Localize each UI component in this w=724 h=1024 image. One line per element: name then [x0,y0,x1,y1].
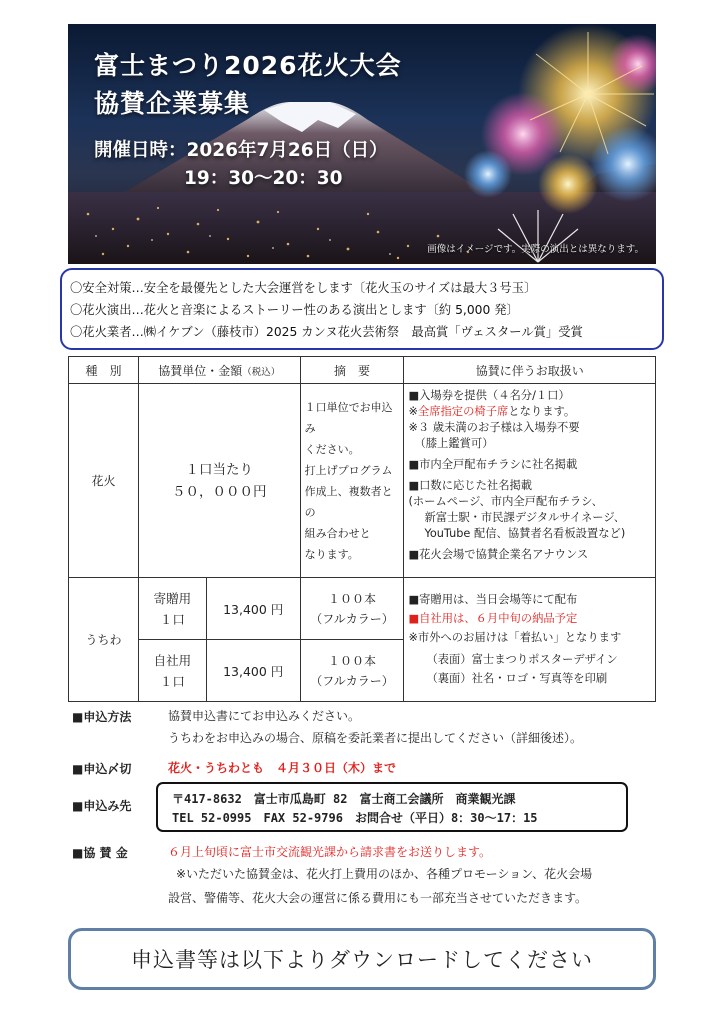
summary-line: 組み合わせと [304,526,371,540]
header-tax-note: （税込） [242,366,281,378]
benefit-line: （裏面）社名・ロゴ・写真等を印刷 [426,672,608,685]
table-row-hanabi [69,384,656,578]
hero-title-line2: 協賛企業募集 [94,89,251,118]
contact-box [156,782,628,832]
uchiwa-type-label: 寄贈用 [153,590,192,606]
highlight-performance: 〇花火演出…花火と音楽によるストーリー性のある演出とします〔約 5,000 発〕 [70,303,519,317]
event-date: 開催日時：2026年7月26日（日） [94,140,388,161]
fee-line1: ６月上旬頃に富士市交流観光課から請求書をお送りします。 [168,845,492,859]
uchiwa-price-own: 13,400 円 [206,640,300,702]
benefit-line: （膝上鑑賞可） [414,437,494,450]
benefit-prefix: ※ [408,405,418,418]
benefit-line: ■寄贈用は、当日会場等にて配布 [408,593,578,606]
uchiwa-type-donation [138,578,206,640]
benefit-line: ■市内全戸配布チラシに社名掲載 [408,458,578,471]
summary-line: １口単位でお申込み [304,400,393,435]
header-benefits: 協賛に伴うお取扱い [404,357,656,384]
deadline-value: 花火・うちわとも ４月３０日（木）まで [168,761,397,775]
table-header-row [69,357,656,384]
benefit-line: （表面）富士まつりポスターデザイン [426,653,618,666]
hanabi-unit [138,384,300,578]
header-category: 種 別 [69,357,139,384]
uchiwa-qty: １００本 [328,591,377,606]
uchiwa-color: （フルカラー） [310,673,394,688]
hanabi-summary [300,384,404,578]
category-uchiwa: うちわ [69,578,139,702]
benefit-line: ■自社用は、６月中旬の納品予定 [408,612,578,625]
benefit-line: (ホームページ、市内全戸配布チラシ、 [408,495,603,508]
benefit-line: ※３ 歳未満のお子様は入場券不要 [408,421,580,434]
deadline-label: ■申込〆切 [72,762,132,776]
benefit-line: 新富士駅・市民課デジタルサイネージ、 [424,511,626,524]
summary-line: 作成上、複数者との [304,484,393,519]
highlight-vendor: 〇花火業者…㈱イケブン（藤枝市）2025 カンヌ花火芸術祭 最高賞「ヴェスタール賞」受賞 [70,325,583,339]
download-banner[interactable]: 申込書等は以下よりダウンロードしてください [68,928,656,990]
benefit-line: ■花火会場で協賛企業名アナウンス [408,548,589,561]
method-label: ■申込方法 [72,710,132,724]
uchiwa-type-units: １口 [159,611,185,627]
benefit-highlight: 全席指定の椅子席 [417,405,509,418]
benefit-line: YouTube 配信、協賛者名看板設置など) [424,527,626,540]
hero-banner [68,24,656,264]
uchiwa-color: （フルカラー） [310,611,394,626]
uchiwa-qty: １００本 [328,653,377,668]
summary-line: なります。 [304,547,359,561]
benefit-line: ■口数に応じた社名掲載 [408,479,533,492]
benefit-line: ※市外へのお届けは「着払い」となります [408,631,622,644]
table-row-uchiwa-donation [69,578,656,640]
category-hanabi: 花火 [69,384,139,578]
summary-line: 打上げプログラム [304,463,393,477]
uchiwa-price-donation: 13,400 円 [206,578,300,640]
uchiwa-benefits [404,578,656,702]
header-summary: 摘 要 [300,357,404,384]
hanabi-unit-price: ５０，０００円 [172,483,267,500]
event-time: 19：30～20：30 [184,168,343,189]
hanabi-benefits [404,384,656,578]
contact-phone: TEL 52-0995 FAX 52-9796 お問合せ（平日）8：30～17：15 [172,811,538,825]
contact-label: ■申込み先 [72,799,132,813]
benefit-line: ■入場券を提供（４名分/１口） [408,389,570,402]
image-note: 画像はイメージです。実際の演出とは異なります。 [427,244,644,255]
highlight-safety: 〇安全対策…安全を最優先とした大会運営をします〔花火玉のサイズは最大３号玉〕 [70,281,537,295]
fee-line3: 設営、警備等、花火大会の運営に係る費用にも一部充当させていただきます。 [168,891,588,905]
uchiwa-type-units: １口 [159,673,185,689]
uchiwa-qty-own [300,640,404,702]
sponsor-table [68,356,656,702]
benefit-line [408,404,651,420]
benefit-suffix: となります。 [508,405,576,418]
header-unit-label: 協賛単位・金額 [158,363,243,378]
contact-address: 〒417-8632 富士市瓜島町 82 富士商工会議所 商業観光課 [172,792,516,806]
method-line2: うちわをお申込みの場合、原稿を委託業者に提出してください（詳細後述）。 [168,731,583,745]
header-unit [138,357,300,384]
uchiwa-qty-donation [300,578,404,640]
fee-label: ■協 賛 金 [72,846,128,860]
uchiwa-type-label: 自社用 [153,652,192,668]
fee-line2: ※いただいた協賛金は、花火打上費用のほか、各種プロモーション、花火会場 [176,867,593,881]
method-line1: 協賛申込書にてお申込みください。 [168,709,361,723]
hero-title-line1: 富士まつり2026花火大会 [94,51,402,80]
summary-line: ください。 [304,442,360,456]
hanabi-unit-line1: １口当たり [185,461,253,478]
uchiwa-type-own [138,640,206,702]
highlights-box [60,268,664,350]
